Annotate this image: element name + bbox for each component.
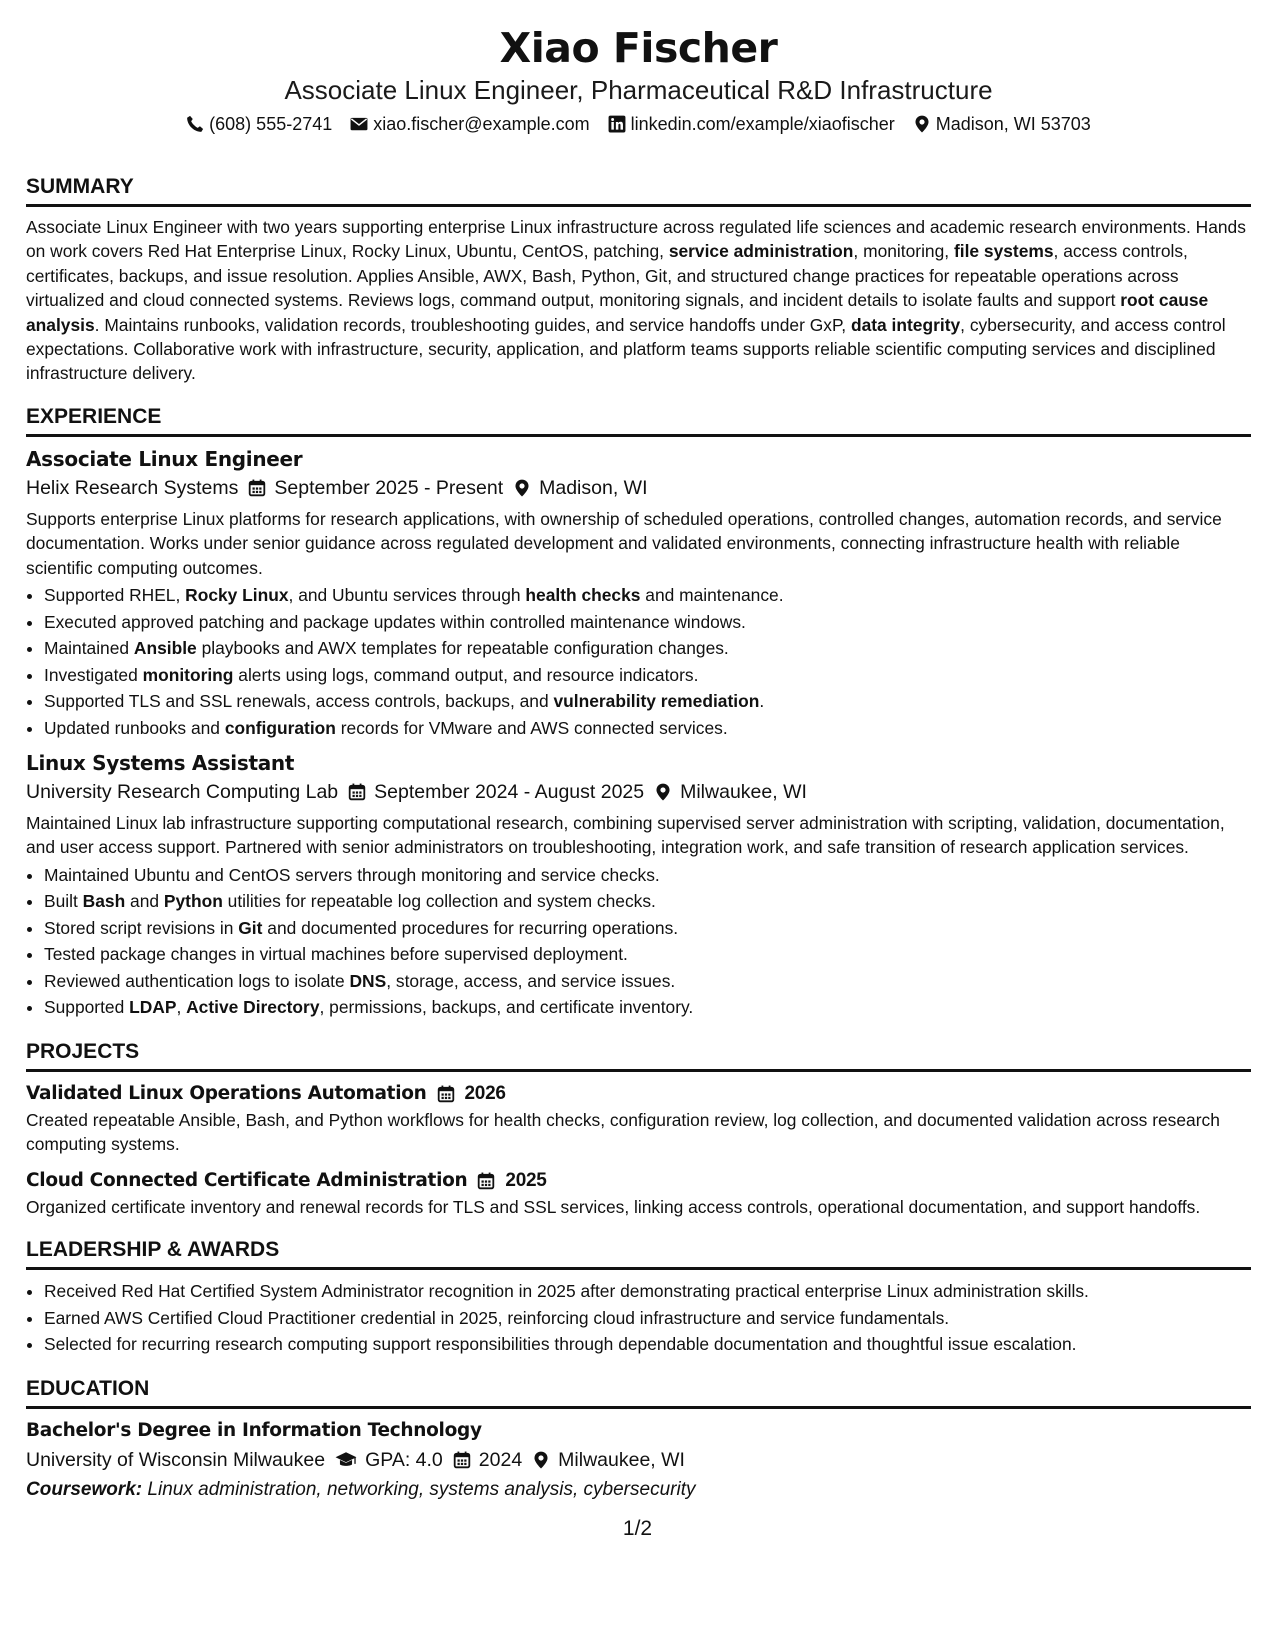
- job-dates: September 2025 - Present: [274, 476, 504, 499]
- job-bullets: [26, 862, 1251, 1021]
- list-item: • Investigated monitoring alerts using logs, command output, and resource indicators.: [44, 662, 1251, 689]
- job-bullets: [26, 582, 1251, 741]
- resume-page: [26, 0, 1251, 1505]
- contact-location: [913, 112, 1091, 136]
- leadership-section: [26, 1227, 1251, 1358]
- section-heading: SUMMARY: [26, 164, 1251, 207]
- degree-title: Bachelor's Degree in Information Technology: [26, 1419, 482, 1441]
- job-entry: [26, 445, 1251, 741]
- map-pin-icon: [654, 783, 672, 801]
- section-heading: EDUCATION: [26, 1366, 1251, 1409]
- graduation-cap-icon: [335, 1451, 357, 1469]
- linkedin-icon: [608, 115, 626, 133]
- job-title: Associate Linux Engineer: [26, 446, 303, 471]
- job-location: Milwaukee, WI: [680, 781, 807, 804]
- map-pin-icon: [913, 115, 931, 133]
- list-item: • Maintained Ubuntu and CentOS servers through monitoring and service checks.: [44, 862, 1251, 889]
- job-meta: [26, 473, 1251, 503]
- list-item: • Updated runbooks and configuration records for VMware and AWS connected services.: [44, 715, 1251, 742]
- section-heading: LEADERSHIP & AWARDS: [26, 1227, 1251, 1270]
- list-item: • Supported LDAP, Active Directory, permissions, backups, and certificate inventory.: [44, 994, 1251, 1021]
- job-title: Linux Systems Assistant: [26, 751, 295, 776]
- calendar-icon: [248, 479, 266, 497]
- summary-text: Associate Linux Engineer with two years supporting enterprise Linux infrastructure across regulated life sciences and academic research environments. Hands on work covers Red Hat Enterprise Linux, Rocky Linux, Ubuntu, CentOS, patching, service administration, monitoring, file systems, access controls, certificates, backups, and issue resolution. Applies Ansible, AWX, Bash, Python, Git, and structured change practices for repeatable operations across virtualized and cloud connected systems. Reviews logs, command output, monitoring signals, and incident details to isolate faults and support root cause analysis. Maintains runbooks, validation records, troubleshooting guides, and service handoffs under GxP, data integrity, cybersecurity, and access control expectations. Collaborative work with infrastructure, security, application, and platform teams supports reliable scientific computing services and disciplined infrastructure delivery.: [26, 217, 1246, 384]
- coursework: [26, 1475, 1251, 1505]
- list-item: • Supported TLS and SSL renewals, access controls, backups, and vulnerability remediation.: [44, 688, 1251, 715]
- job-description: Supports enterprise Linux platforms for research applications, with ownership of scheduled operations, controlled changes, automation records, and service documentation. Works under senior guidance across regulated development and validated environments, connecting infrastructure health with reliable scientific computing outcomes.: [26, 508, 1222, 578]
- job-entry: [26, 749, 1251, 1021]
- section-heading: PROJECTS: [26, 1029, 1251, 1072]
- list-item: • Reviewed authentication logs to isolate DNS, storage, access, and service issues.: [44, 968, 1251, 995]
- project-year: 2026: [464, 1082, 506, 1104]
- location-text: Madison, WI 53703: [935, 114, 1091, 134]
- list-item: • Selected for recurring research computing support responsibilities through dependable documentation and thoughtful issue escalation.: [44, 1331, 1251, 1358]
- email-text: xiao.fischer@example.com: [373, 114, 590, 134]
- project-year: 2025: [505, 1169, 547, 1191]
- map-pin-icon: [513, 479, 531, 497]
- calendar-icon: [437, 1085, 455, 1103]
- education-section: [26, 1366, 1251, 1505]
- phone-icon: [186, 115, 204, 133]
- map-pin-icon: [532, 1451, 550, 1469]
- section-heading: EXPERIENCE: [26, 394, 1251, 437]
- gpa: GPA: 4.0: [365, 1448, 443, 1471]
- job-company: Helix Research Systems: [26, 476, 239, 499]
- envelope-icon: [350, 115, 368, 133]
- contact-email[interactable]: [350, 112, 589, 136]
- contact-bar: [26, 112, 1251, 136]
- coursework-text: Linux administration, networking, systems analysis, cybersecurity: [147, 1478, 696, 1500]
- list-item: • Stored script revisions in Git and documented procedures for recurring operations.: [44, 915, 1251, 942]
- education-year: 2024: [478, 1448, 523, 1471]
- list-item: • Executed approved patching and package updates within controlled maintenance windows.: [44, 609, 1251, 636]
- contact-linkedin[interactable]: [608, 112, 895, 136]
- job-dates: September 2024 - August 2025: [374, 781, 645, 804]
- education-meta: [26, 1445, 1251, 1475]
- job-meta: [26, 777, 1251, 807]
- list-item: • Supported RHEL, Rocky Linux, and Ubuntu services through health checks and maintenance.: [44, 582, 1251, 609]
- education-location: Milwaukee, WI: [558, 1448, 685, 1471]
- calendar-icon: [348, 783, 366, 801]
- contact-phone[interactable]: [186, 112, 332, 136]
- project-description: Organized certificate inventory and renewal records for TLS and SSL services, linking access controls, operational documentation, and support handoffs.: [26, 1196, 1201, 1217]
- experience-section: [26, 394, 1251, 1021]
- phone-text: (608) 555-2741: [209, 114, 333, 134]
- project-entry: [26, 1167, 1251, 1219]
- list-item: • Received Red Hat Certified System Administrator recognition in 2025 after demonstrating practical enterprise Linux administration skills.: [44, 1278, 1251, 1305]
- coursework-label: Coursework:: [26, 1478, 143, 1500]
- leadership-bullets: [26, 1278, 1251, 1358]
- page-number: 1/2: [622, 1517, 653, 1540]
- project-title: Validated Linux Operations Automation: [26, 1082, 427, 1104]
- project-description: Created repeatable Ansible, Bash, and Python workflows for health checks, configuration review, log collection, and documented validation across research computing systems.: [26, 1109, 1220, 1155]
- job-company: University Research Computing Lab: [26, 781, 339, 804]
- project-title: Cloud Connected Certificate Administration: [26, 1169, 468, 1191]
- projects-section: [26, 1029, 1251, 1219]
- project-entry: [26, 1080, 1251, 1157]
- summary-section: [26, 164, 1251, 386]
- list-item: • Maintained Ansible playbooks and AWX templates for repeatable configuration changes.: [44, 635, 1251, 662]
- list-item: • Built Bash and Python utilities for repeatable log collection and system checks.: [44, 888, 1251, 915]
- school-name: University of Wisconsin Milwaukee: [26, 1448, 326, 1471]
- list-item: • Earned AWS Certified Cloud Practitioner credential in 2025, reinforcing cloud infrastructure and service fundamentals.: [44, 1305, 1251, 1332]
- job-description: Maintained Linux lab infrastructure supporting computational research, combining supervised server administration with scripting, validation, documentation, and user access support. Partnered with senior administrators on troubleshooting, integration work, and safe transition of research application services.: [26, 813, 1225, 858]
- list-item: • Tested package changes in virtual machines before supervised deployment.: [44, 941, 1251, 968]
- linkedin-text: linkedin.com/example/xiaofischer: [630, 114, 895, 134]
- job-location: Madison, WI: [539, 476, 648, 499]
- calendar-icon: [477, 1172, 495, 1190]
- resume-title: Associate Linux Engineer, Pharmaceutical R&D Infrastructure: [284, 75, 993, 105]
- calendar-icon: [453, 1451, 471, 1469]
- resume-name: Xiao Fischer: [499, 24, 778, 72]
